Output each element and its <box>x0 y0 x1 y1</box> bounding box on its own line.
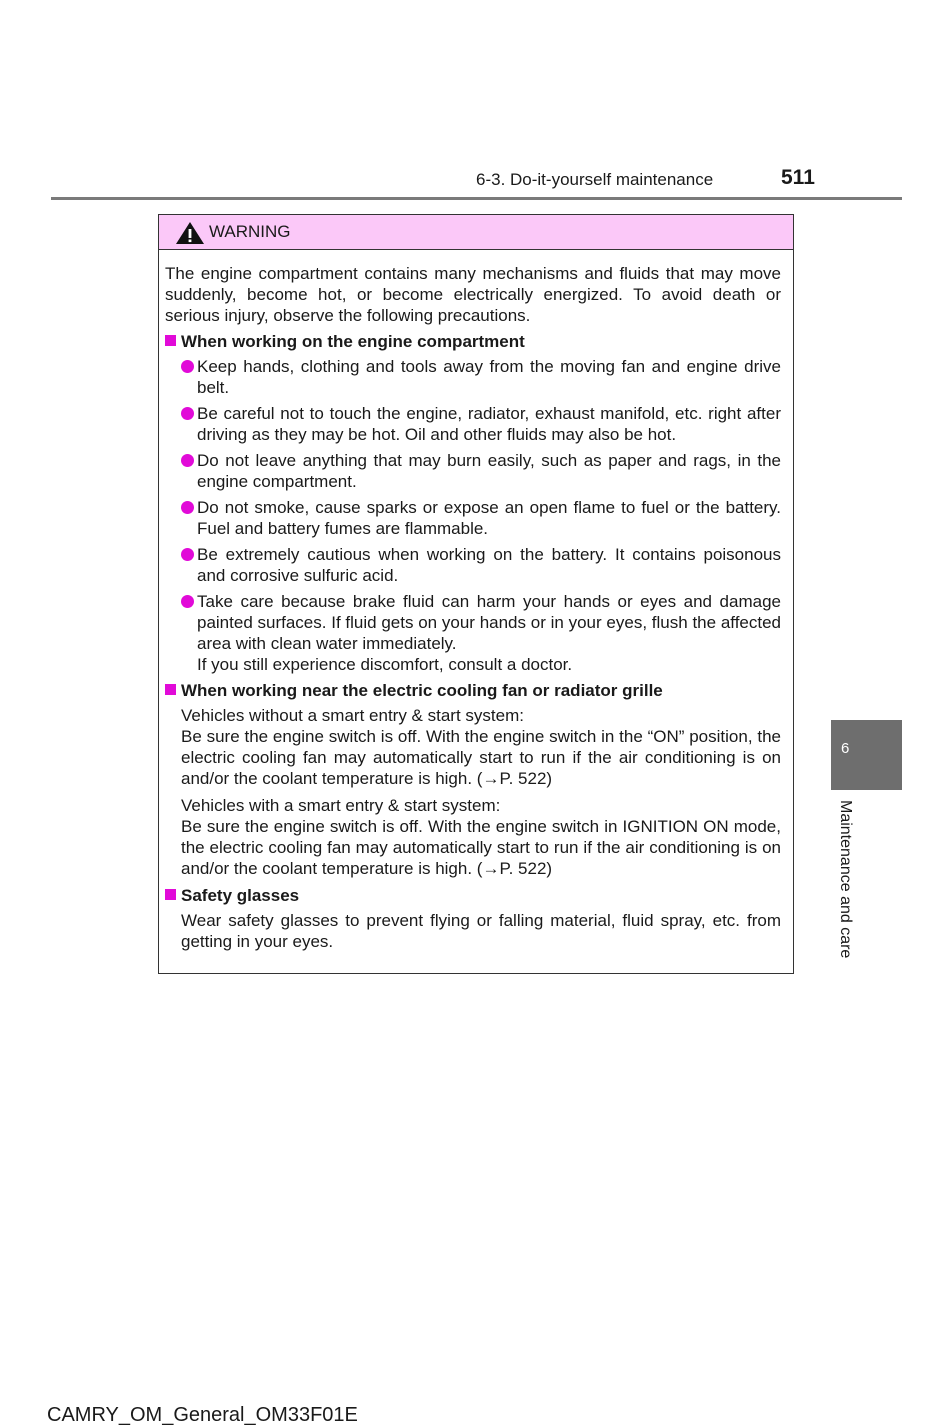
bullet-dot-icon <box>181 454 194 467</box>
bullet-dot-icon <box>181 595 194 608</box>
warning-label: WARNING <box>209 222 291 241</box>
list-item: Keep hands, clothing and tools away from the moving fan and engine drive belt. <box>165 356 781 398</box>
bullet-dot-icon <box>181 407 194 420</box>
bullet-dot-icon <box>181 360 194 373</box>
bullet-dot-icon <box>181 548 194 561</box>
warning-triangle-icon <box>175 221 205 245</box>
square-bullet-icon <box>165 335 176 346</box>
chapter-label: Maintenance and care <box>837 800 854 959</box>
chapter-number: 6 <box>841 740 850 757</box>
square-bullet-icon <box>165 889 176 900</box>
footer-document-code: CAMRY_OM_General_OM33F01E <box>47 1404 358 1426</box>
warning-box <box>158 214 794 974</box>
warning-header <box>159 215 793 250</box>
square-bullet-icon <box>165 684 176 695</box>
chapter-tab <box>831 720 902 790</box>
list-item: Be careful not to touch the engine, radiator, exhaust manifold, etc. right after driving as they may be hot. Oil and other fluids may also be hot. <box>165 403 781 445</box>
list-item: Do not leave anything that may burn easily, such as paper and rags, in the engine compartment. <box>165 450 781 492</box>
page-number: 511 <box>781 166 815 189</box>
bullet-dot-icon <box>181 501 194 514</box>
warning-body <box>165 263 781 958</box>
subheading-engine-compartment: When working on the engine compartment <box>165 331 781 352</box>
subheading-cooling-fan: When working near the electric cooling fan or radiator grille <box>165 680 781 701</box>
paragraph-without-smart-entry: Vehicles without a smart entry & start system: Be sure the engine switch is off. With the engine switch in the “ON” position, the electric cooling fan may automatically start to run if the air conditioning is on and/or the coolant temperature is high. (→P. 522) <box>181 706 781 788</box>
subheading-safety-glasses: Safety glasses <box>165 885 781 906</box>
list-item: Be extremely cautious when working on the battery. It contains poisonous and corrosive sulfuric acid. <box>165 544 781 586</box>
paragraph-safety-glasses: Wear safety glasses to prevent flying or falling material, fluid spray, etc. from getting in your eyes. <box>181 911 781 951</box>
section-title: 6-3. Do-it-yourself maintenance <box>476 170 714 189</box>
list-item: Take care because brake fluid can harm your hands or eyes and damage painted surfaces. If fluid gets on your hands or in your eyes, flush the affected area with clean water immediately. If you still experience discomfort, consult a doctor. <box>165 591 781 675</box>
list-item: Do not smoke, cause sparks or expose an open flame to fuel or the battery. Fuel and battery fumes are flammable. <box>165 497 781 539</box>
list-item-extra: If you still experience discomfort, consult a doctor. <box>197 655 573 674</box>
header-divider <box>51 197 902 200</box>
paragraph-with-smart-entry: Vehicles with a smart entry & start system: Be sure the engine switch is off. With the engine switch in IGNITION ON mode, the electric cooling fan may automatically start to run if the air conditioning is on and/or the coolant temperature is high. (→P. 522) <box>181 796 781 878</box>
warning-intro: The engine compartment contains many mechanisms and fluids that may move suddenly, become hot, or become electrically energized. To avoid death or serious injury, observe the following precautions. <box>165 264 781 325</box>
